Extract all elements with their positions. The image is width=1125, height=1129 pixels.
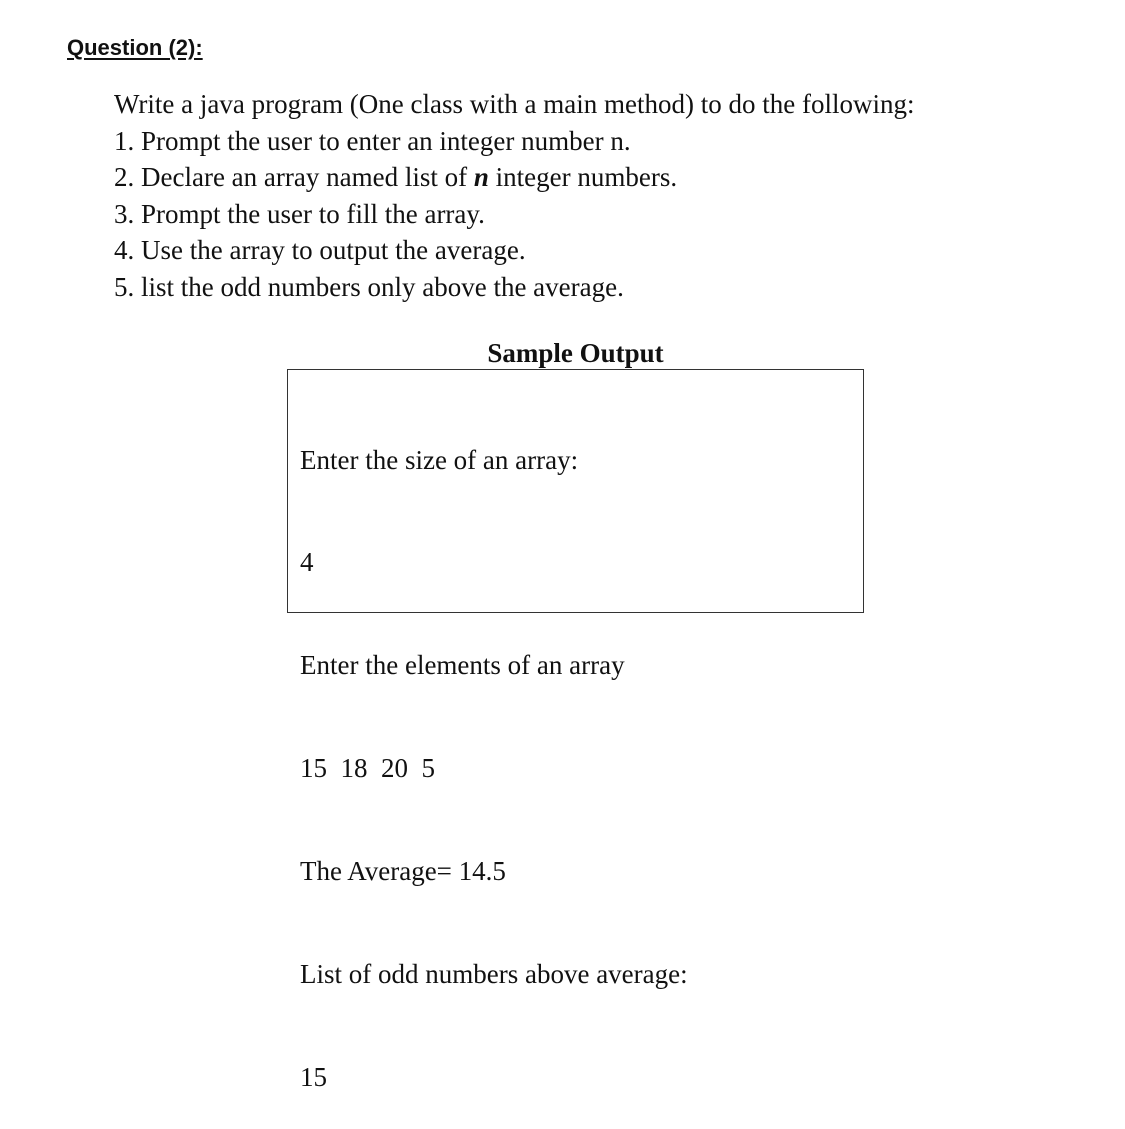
- output-line: Enter the elements of an array: [300, 650, 625, 681]
- output-line: 4: [300, 547, 314, 578]
- question-heading: Question (2):: [67, 35, 203, 60]
- step-2-before: 2. Declare an array named list of: [114, 162, 474, 192]
- step-2-after: integer numbers.: [488, 162, 678, 192]
- step-3: 3. Prompt the user to fill the array.: [114, 198, 485, 229]
- step-4: 4. Use the array to output the average.: [114, 235, 526, 265]
- output-line: Enter the size of an array:: [300, 444, 579, 475]
- sample-output-box: [287, 369, 864, 1092]
- instructions: [114, 86, 914, 305]
- intro-line: Write a java program (One class with a main method) to do the following:: [114, 89, 915, 119]
- step-5: 5. list the odd numbers only above the average.: [114, 271, 624, 302]
- output-line: The Average= 14.5: [300, 856, 506, 887]
- step-1: 1. Prompt the user to enter an integer number n.: [114, 125, 631, 156]
- sample-output-title: Sample Output: [487, 338, 664, 368]
- output-line: List of odd numbers above average:: [300, 959, 688, 990]
- output-line: 15 18 20 5: [300, 753, 435, 784]
- step-2: [114, 159, 914, 196]
- step-2-emphasis: n: [473, 162, 489, 192]
- output-line: 15: [300, 1061, 327, 1092]
